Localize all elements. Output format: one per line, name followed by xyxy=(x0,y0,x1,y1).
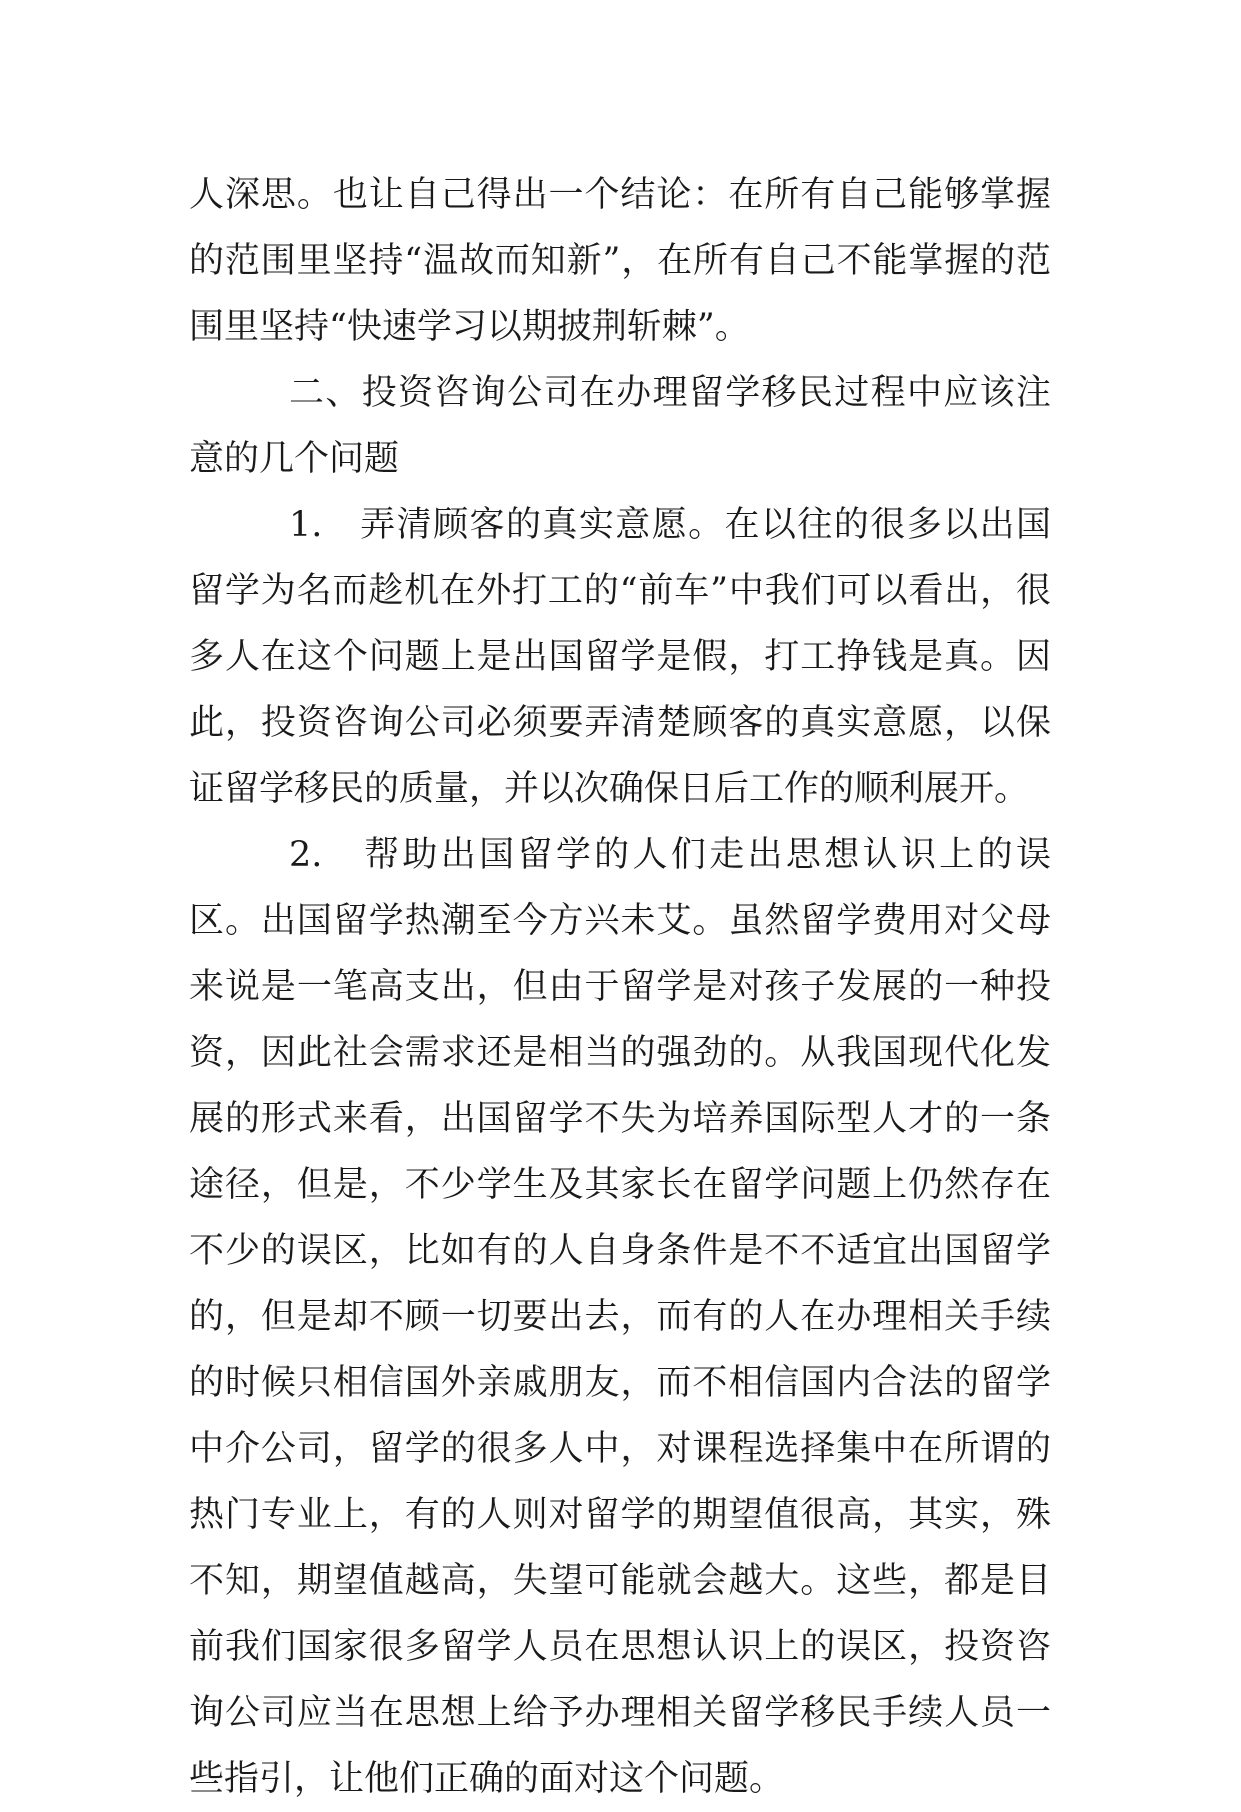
document-body xyxy=(189,162,1051,1812)
paragraph-item-2: 2. 帮助出国留学的人们走出思想认识上的误区。出国留学热潮至今方兴未艾。虽然留学费用对父母来说是一笔高支出，但由于留学是对孩子发展的一种投资，因此社会需求还是相当的强劲的。从我国现代化发展的形式来看，出国留学不失为培养国际型人才的一条途径，但是，不少学生及其家长在留学问题上仍然存在不少的误区，比如有的人自身条件是不不适宜出国留学的，但是却不顾一切要出去，而有的人在办理相关手续的时候只相信国外亲戚朋友，而不相信国内合法的留学中介公司，留学的很多人中，对课程选择集中在所谓的热门专业上，有的人则对留学的期望值很高，其实，殊不知，期望值越高，失望可能就会越大。这些，都是目前我们国家很多留学人员在思想认识上的误区，投资咨询公司应当在思想上给予办理相关留学移民手续人员一些指引，让他们正确的面对这个问题。 xyxy=(189,835,1051,1799)
paragraph-item-1: 1. 弄清顾客的真实意愿。在以往的很多以出国留学为名而趁机在外打工的“前车”中我们可以看出，很多人在这个问题上是出国留学是假，打工挣钱是真。因此，投资咨询公司必须要弄清楚顾客的真实意愿，以保证留学移民的质量，并以次确保日后工作的顺利展开。 xyxy=(189,505,1051,809)
paragraph-continuation: 人深思。也让自己得出一个结论：在所有自己能够掌握的范围里坚持“温故而知新”，在所有自己不能掌握的范围里坚持“快速学习以期披荆斩棘”。 xyxy=(189,175,1051,347)
section-heading: 二、投资咨询公司在办理留学移民过程中应该注意的几个问题 xyxy=(189,373,1051,479)
